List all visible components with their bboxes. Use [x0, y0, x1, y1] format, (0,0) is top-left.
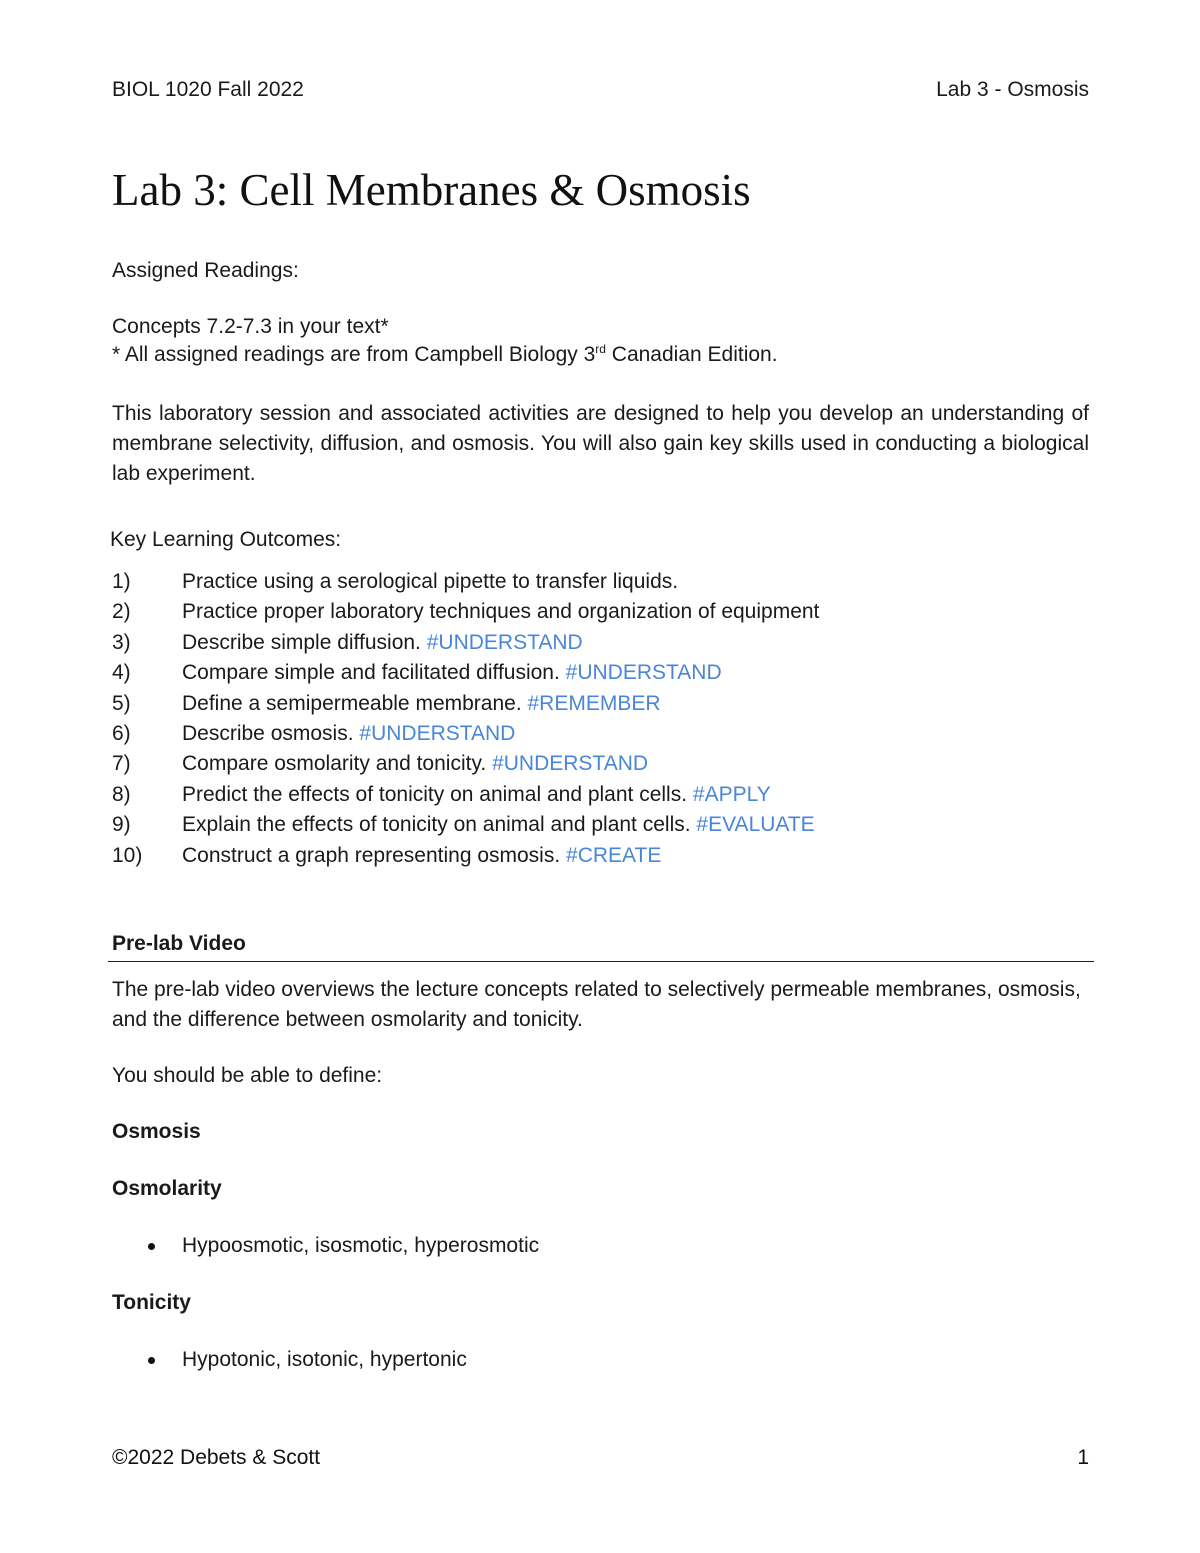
define-prompt: You should be able to define:	[112, 1064, 383, 1087]
list-item	[112, 628, 1089, 658]
intro-paragraph: This laboratory session and associated activities are designed to help you develop an understanding of membrane selectivity, diffusion, and osmosis. You will also gain key skills used in conducting a biological lab experiment.	[112, 402, 1089, 485]
list-item-number: 6)	[112, 721, 131, 745]
list-item-tag: #EVALUATE	[696, 813, 815, 837]
list-item-text: Construct a graph representing osmosis.	[182, 843, 567, 867]
footer-copyright: ©2022 Debets & Scott	[112, 1446, 321, 1469]
readings-heading: Assigned Readings:	[112, 259, 299, 282]
tonicity-bullet-text: Hypotonic, isotonic, hypertonic	[182, 1348, 467, 1371]
list-item-number: 10)	[112, 843, 143, 867]
list-item-text: Practice proper laboratory techniques and organization of equipment	[182, 600, 820, 624]
list-item-text: Practice using a serological pipette to transfer liquids.	[182, 570, 679, 593]
prelab-heading: Pre-lab Video	[112, 932, 246, 955]
list-item-tag: #APPLY	[692, 782, 771, 806]
list-item-tag: #CREATE	[566, 843, 662, 867]
section-divider	[108, 961, 1094, 962]
list-item	[112, 749, 1089, 779]
list-item-tag: #UNDERSTAND	[492, 752, 649, 776]
bullet-icon	[148, 1357, 155, 1364]
list-item-number: 5)	[112, 691, 131, 715]
list-item	[112, 689, 1089, 719]
readings-concepts: Concepts 7.2-7.3 in your text*	[112, 315, 389, 338]
header-lab: Lab 3 - Osmosis	[936, 78, 1089, 101]
readings-note-superscript: rd	[595, 342, 606, 356]
list-item	[112, 567, 1089, 597]
list-item-number: 3)	[112, 630, 131, 654]
readings-note	[112, 340, 1089, 370]
term-tonicity: Tonicity	[112, 1291, 191, 1314]
page-title: Lab 3: Cell Membranes & Osmosis	[112, 165, 751, 215]
list-item-tag: #UNDERSTAND	[426, 630, 583, 654]
list-item-tag: #REMEMBER	[527, 691, 661, 715]
list-item	[112, 597, 1089, 627]
list-item-tag: #UNDERSTAND	[565, 661, 722, 685]
list-item	[112, 658, 1089, 688]
list-item-number: 9)	[112, 813, 131, 837]
list-item	[112, 810, 1089, 840]
list-item	[112, 780, 1089, 810]
readings-note-main: * All assigned readings are from Campbell Biology 3	[112, 343, 596, 366]
list-item-number: 4)	[112, 661, 131, 685]
outcomes-heading: Key Learning Outcomes:	[110, 528, 342, 551]
list-item-number: 1)	[112, 570, 131, 593]
list-item-text: Compare simple and facilitated diffusion.	[182, 661, 566, 685]
list-item-number: 8)	[112, 782, 131, 806]
header-course: BIOL 1020 Fall 2022	[112, 78, 304, 101]
list-item-text: Define a semipermeable membrane.	[182, 691, 528, 715]
page-number: 1	[1077, 1446, 1089, 1469]
list-item-number: 7)	[112, 752, 131, 776]
prelab-description: The pre-lab video overviews the lecture concepts related to selectively permeable membranes, osmosis, and the difference between osmolarity and tonicity.	[112, 978, 1081, 1031]
list-item-text: Predict the effects of tonicity on animal and plant cells.	[182, 782, 693, 806]
list-item-tag: #UNDERSTAND	[359, 721, 516, 745]
list-item-text: Describe simple diffusion.	[182, 630, 427, 654]
list-item-text: Explain the effects of tonicity on animal and plant cells.	[182, 813, 697, 837]
term-osmolarity: Osmolarity	[112, 1177, 222, 1200]
outcomes-list	[112, 567, 1089, 871]
readings-note-tail: Canadian Edition.	[605, 343, 778, 366]
term-osmosis: Osmosis	[112, 1120, 201, 1143]
osmolarity-bullet-text: Hypoosmotic, isosmotic, hyperosmotic	[182, 1234, 540, 1257]
list-item-number: 2)	[112, 600, 131, 624]
list-item-text: Describe osmosis.	[182, 721, 360, 745]
list-item	[112, 841, 1089, 871]
list-item	[112, 719, 1089, 749]
list-item-text: Compare osmolarity and tonicity.	[182, 752, 493, 776]
bullet-icon	[148, 1243, 155, 1250]
